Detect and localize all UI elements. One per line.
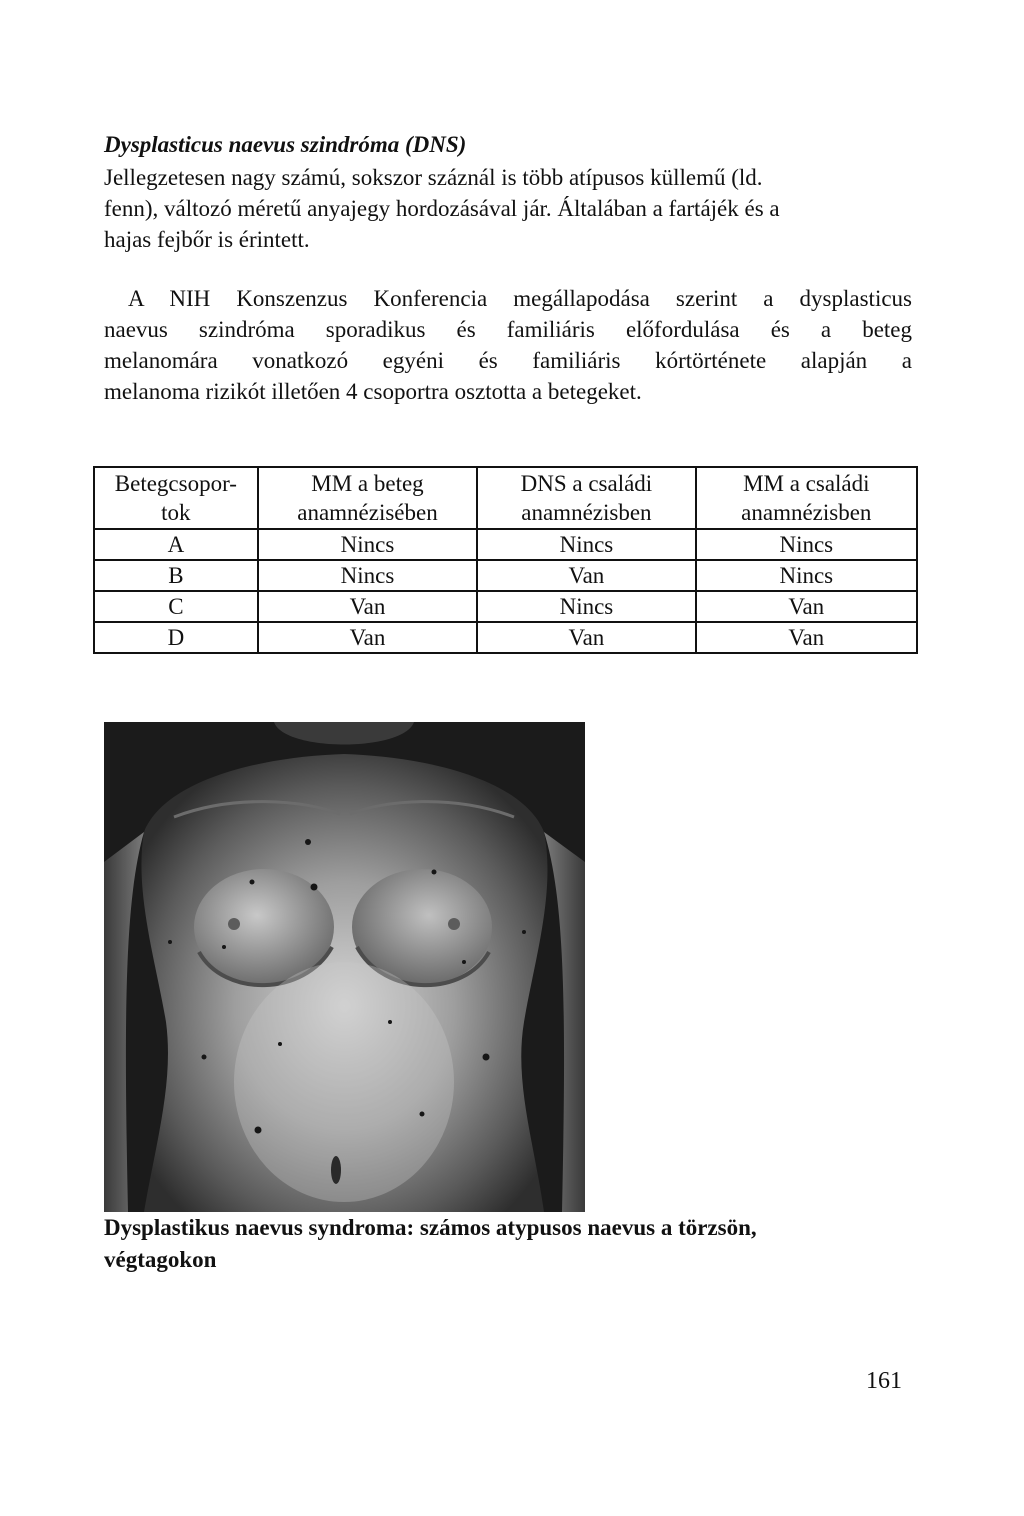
table-cell: Van [477,622,695,653]
risk-groups-table [93,466,918,654]
table-row [94,529,917,560]
table-cell: D [94,622,258,653]
header-cell-patient-group [94,467,258,529]
header-cell-mm-patient-history [258,467,477,529]
header-line: Betegcsopor- [114,471,237,496]
paragraph-line: melanomára vonatkozó egyéni és familiáris kórtörténete alapján a [104,348,912,373]
torso-photo-illustration [104,722,585,1212]
paragraph-nih-consensus [104,283,912,407]
table-cell: Van [696,591,917,622]
header-line: DNS a családi [520,471,653,496]
table-cell: Van [477,560,695,591]
table-cell: Nincs [258,529,477,560]
table-row [94,622,917,653]
table-cell: Van [696,622,917,653]
header-line: anamnézisben [741,500,872,525]
header-line: MM a családi [743,471,870,496]
table-cell: Nincs [696,529,917,560]
paragraph-line: fenn), változó méretű anyajegy hordozásával jár. Általában a fartájék és a [104,196,780,221]
section-heading: Dysplasticus naevus szindróma (DNS) [104,132,467,157]
header-line: MM a beteg [311,471,424,496]
paragraph-line: naevus szindróma sporadikus és familiáris előfordulása és a beteg [104,317,912,342]
header-line: tok [161,500,191,525]
paragraph-line: A NIH Konszenzus Konferencia megállapodása szerint a dysplasticus [128,286,912,311]
table-cell: Van [258,622,477,653]
header-cell-mm-family-history [696,467,917,529]
table-row [94,560,917,591]
caption-line: végtagokon [104,1247,217,1272]
caption-line: Dysplastikus naevus syndroma: számos atypusos naevus a törzsön, [104,1215,757,1240]
paragraph-line: hajas fejbőr is érintett. [104,227,310,252]
table-cell: B [94,560,258,591]
header-cell-dns-family-history [477,467,695,529]
paragraph-line: melanoma rizikót illetően 4 csoportra osztotta a betegeket. [104,379,642,404]
paragraph-line: Jellegzetesen nagy számú, sokszor száznál is több atípusos küllemű (ld. [104,165,763,190]
table-cell: C [94,591,258,622]
table-cell: Van [258,591,477,622]
header-line: anamnézisben [521,500,652,525]
table-cell: Nincs [477,529,695,560]
table-cell: Nincs [258,560,477,591]
table-cell: Nincs [477,591,695,622]
clinical-photo [104,722,585,1212]
table-cell: A [94,529,258,560]
header-line: anamnézisében [297,500,438,525]
table-row [94,591,917,622]
figure-caption [104,1212,904,1276]
table-cell: Nincs [696,560,917,591]
paragraph-intro [104,162,912,255]
page-number: 161 [866,1368,902,1394]
table-header-row [94,467,917,529]
